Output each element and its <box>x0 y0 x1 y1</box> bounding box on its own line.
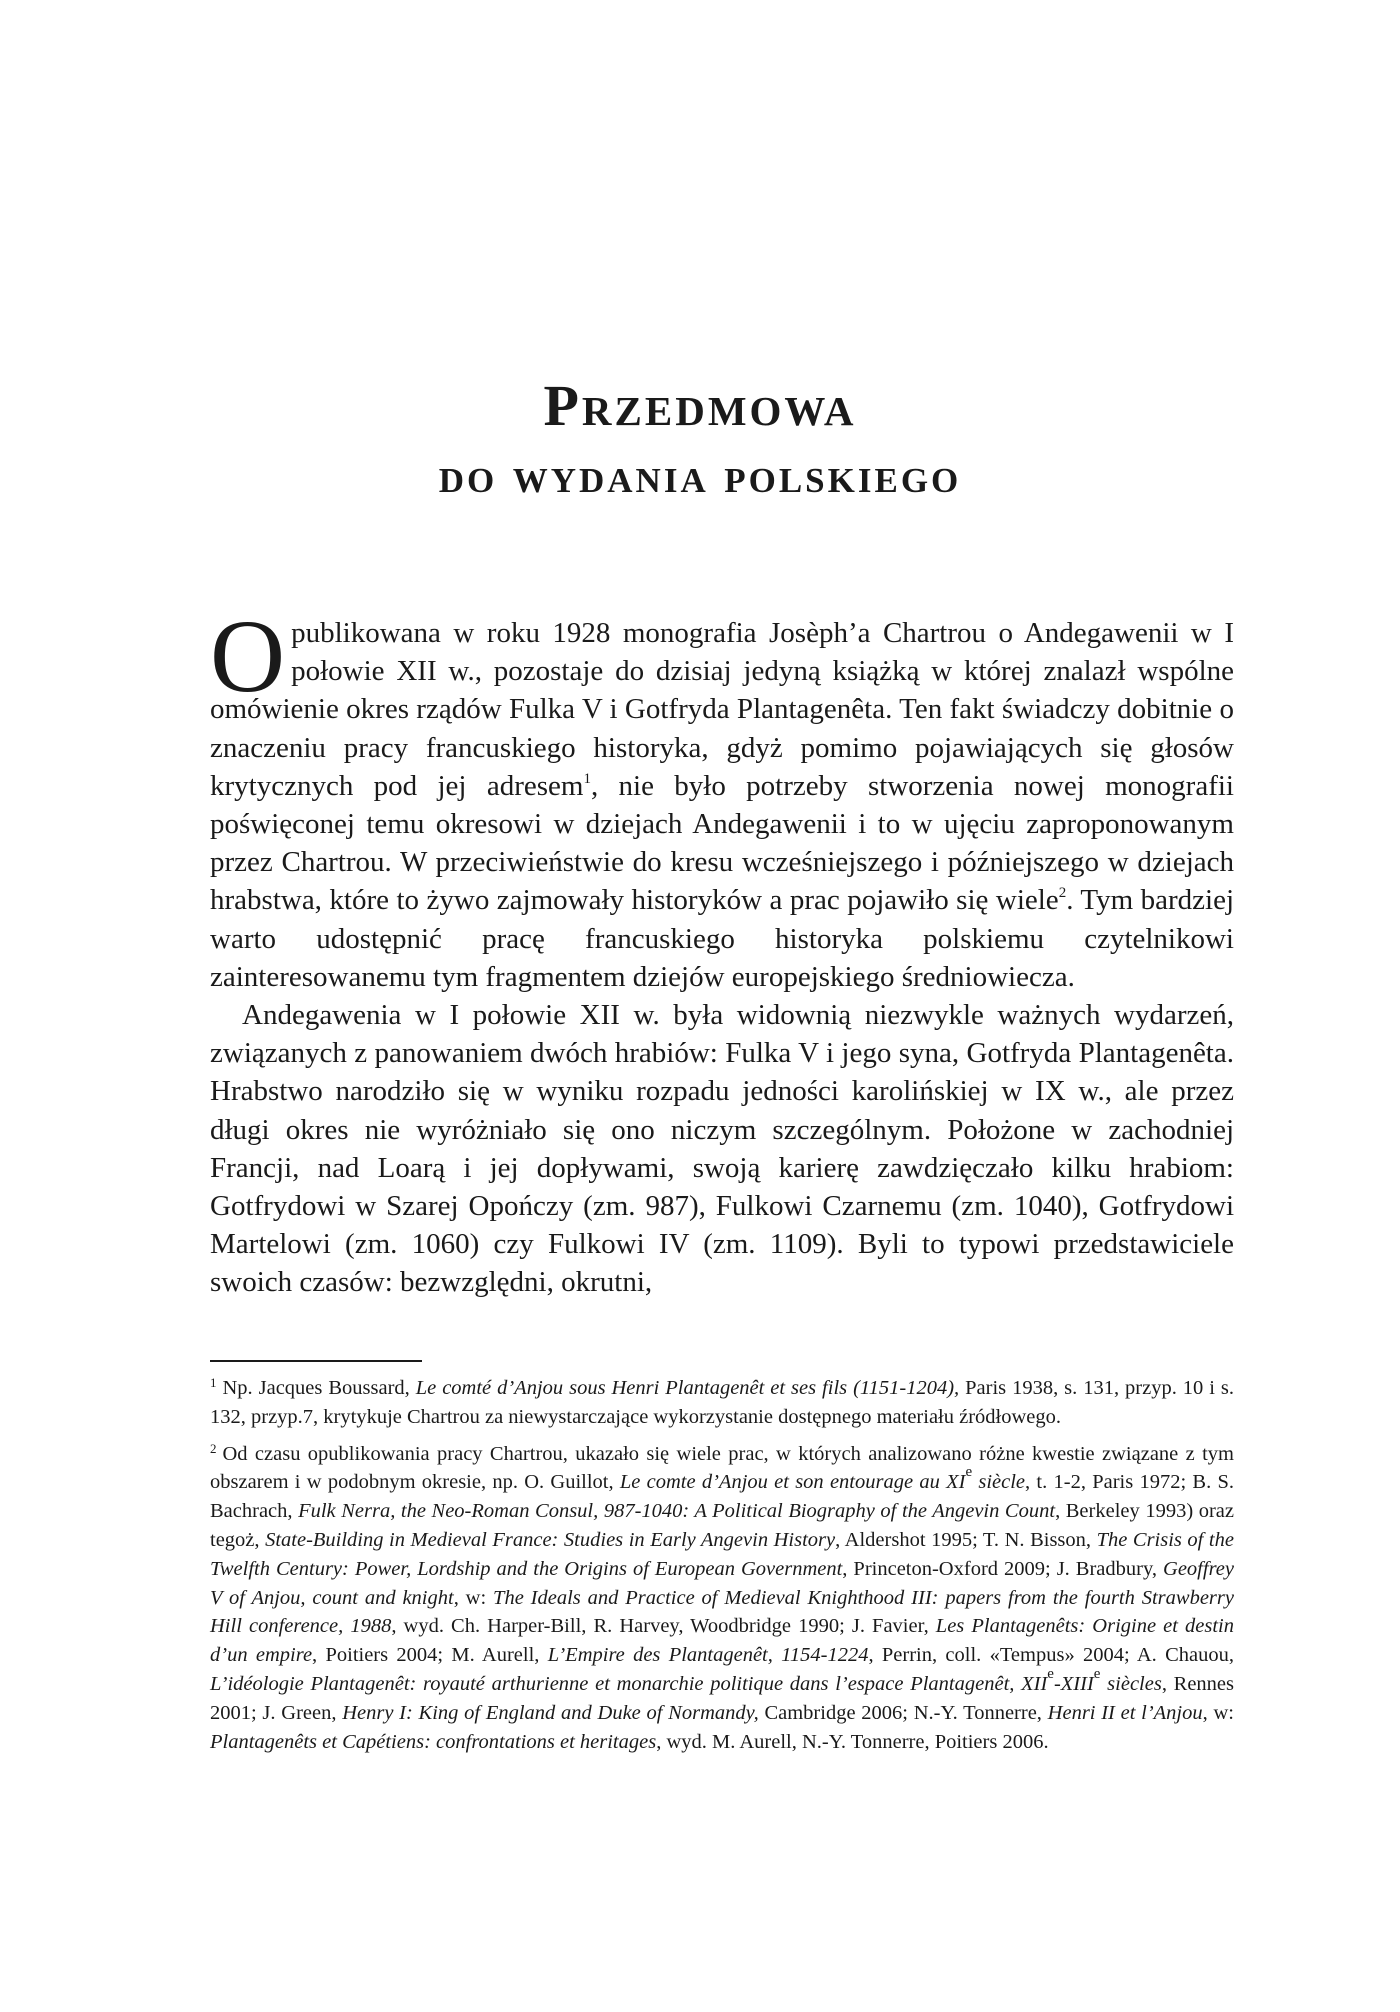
footnote-2-title: The Ideals and Practice of Medieval Knighthood III: papers from the fourth Strawberry Hill conference, 1988 <box>210 1586 1234 1638</box>
paragraph-2: Andegawenia w I połowie XII w. była widownią niezwykle ważnych wydarzeń, związanych z panowaniem dwóch hrabiów: Fulka V i jego syna, Gotfryda Plantagenêta. Hrabstwo narodziło się w wyniku rozpadu jedności karolińskiej w IX w., ale przez długi okres nie wyróżniało się ono niczym szczególnym. Położone w zachodniej Francji, nad Loarą i jej dopływami, swoją karierę zawdzięczało kilku hrabiom: Gotfrydowi w Szarej Opończy (zm. 987), Fulkowi Czarnemu (zm. 1040), Gotfrydowi Martelowi (zm. 1060) czy Fulkowi IV (zm. 1109). Byli to typowi przedstawiciele swoich czasów: bezwzględni, okrutni, <box>210 999 1234 1299</box>
footnote-2-text: , Rennes 2001; J. Green, <box>210 1672 1235 1724</box>
footnote-2-text: , t. 1-2, Paris 1972; B. S. Bachrach, <box>210 1471 1235 1523</box>
footnote-2-title: Fulk Nerra, the Neo-Roman Consul, 987-1040: A Political Biography of the Angevin Count <box>298 1500 1056 1523</box>
footnote-2-text: , wyd. Ch. Harper-Bill, R. Harvey, Woodbridge 1990; J. Favier, <box>391 1615 936 1638</box>
drop-cap: O <box>210 599 286 714</box>
footnote-2-text: , Berkeley 1993) oraz tegoż, <box>210 1500 1234 1551</box>
footnote-2 <box>210 1440 1234 1757</box>
footnote-2-title: Henri II et l’Anjou <box>1047 1701 1203 1724</box>
paragraph-1-text-b: , nie było potrzeby stworzenia nowej monografii poświęconej temu okresowi w dziejach Andegawenii i to w ujęciu zaproponowanym przez Chartrou. W przeciwieństwie do kresu wcześniejszego i późniejszego w dziejach hrabstwa, które to żywo zajmowały historyków a prac pojawiło się wiele <box>210 769 1234 917</box>
paragraph-1-text-c: . Tym bardziej warto udostępnić pracę francuskiego historyka polskiemu czytelnikowi zainteresowanemu tym fragmentem dziejów europejskiego średniowiecza. <box>210 884 1235 993</box>
footnote-2-text: , Poitiers 2004; M. Aurell, <box>312 1644 548 1667</box>
footnote-2-title: Geoffrey V of Anjou, count and knight <box>210 1557 1234 1609</box>
paragraph-1-text-a: publikowana w roku 1928 monografia Josèph’a Chartrou o Andegawenii w I połowie XII w., pozostaje do dzisiaj jedyną książką w której znalazł wspólne omówienie okres rządów Fulka V i Gotfryda Plantagenêta. Ten fakt świadczy dobitnie o znaczeniu pracy francuskiego historyka, gdyż pomimo pojawiających się głosów krytycznych pod jej adresem <box>210 617 1234 802</box>
footnote-reference-2: 2 <box>1058 885 1067 902</box>
footnote-1-text: Paris 1938, s. 131, przyp. 10 i s. 132, przyp.7, krytykuje Chartrou za niewystarczające wykorzystanie dostępnego materiału źródłowego. <box>210 1377 1234 1428</box>
footnote-1-text: Np. Jacques Boussard, <box>222 1377 416 1399</box>
footnote-2-text: , Aldershot 1995; T. N. Bisson, <box>835 1528 1097 1551</box>
footnote-2-title: State-Building in Medieval France: Studies in Early Angevin History <box>265 1528 836 1551</box>
footnote-2-text: , Perrin, coll. «Tempus» 2004; A. Chauou, <box>868 1644 1234 1667</box>
footnote-1-mark: 1 <box>210 1375 217 1390</box>
footnote-2-title: -XIII <box>1053 1672 1094 1695</box>
footnote-reference-1: 1 <box>583 770 591 787</box>
footnote-2-superscript: e <box>965 1464 973 1481</box>
heading-line-2: do wydania polskiego <box>438 447 962 503</box>
footnote-1-title: Le comté d’Anjou sous Henri Plantagenêt et ses fils (1151-1204), <box>415 1377 960 1399</box>
footnote-2-title: Les Plantagenêts: Origine et destin d’un empire <box>210 1615 1234 1667</box>
footnote-2-title: The Crisis of the Twelfth Century: Power, Lordship and the Origins of European Government <box>210 1528 1234 1580</box>
footnote-2-title: Henry I: King of England and Duke of Normandy, <box>342 1701 759 1724</box>
footnote-2-mark: 2 <box>210 1440 217 1456</box>
footnote-2-title: Plantagenêts et Capétiens: confrontations et heritages <box>210 1730 657 1753</box>
footnote-2-superscript: e <box>1047 1665 1054 1682</box>
footnote-2-title: L’Empire des Plantagenêt, 1154-1224 <box>547 1644 869 1667</box>
footnote-2-text: , wyd. M. Aurell, N.-Y. Tonnerre, Poitiers 2006. <box>656 1730 1049 1753</box>
footnote-2-title: L’idéologie Plantagenêt: royauté arthurienne et monarchie politique dans l’espace Plantagenêt, XII <box>210 1672 1048 1695</box>
footnote-2-text: , w: <box>1202 1701 1234 1724</box>
body-text <box>210 599 1235 1302</box>
paragraph-1 <box>210 599 1235 996</box>
footnote-separator <box>210 1360 422 1362</box>
heading-line-1: Przedmowa <box>543 373 857 438</box>
footnote-2-superscript: e <box>1093 1665 1101 1682</box>
footnote-1 <box>210 1374 1234 1432</box>
footnote-2-text: Od czasu opublikowania pracy Chartrou, ukazało się wiele prac, w których analizowano różne kwestie związane z tym obszarem i w podobnym okresie, np. O. Guillot, <box>210 1442 1234 1494</box>
footnote-2-text: , w: <box>453 1586 494 1609</box>
footnote-2-title: Le comte d’Anjou et son entourage au XI <box>619 1471 966 1494</box>
footnote-2-title: siècle <box>972 1471 1026 1494</box>
footnotes <box>210 1374 1234 1764</box>
footnote-2-title: siècles <box>1100 1672 1162 1695</box>
chapter-heading <box>0 372 1400 510</box>
footnote-2-text: , Princeton-Oxford 2009; J. Bradbury, <box>842 1557 1164 1580</box>
footnote-2-text: Cambridge 2006; N.-Y. Tonnerre, <box>758 1701 1048 1724</box>
